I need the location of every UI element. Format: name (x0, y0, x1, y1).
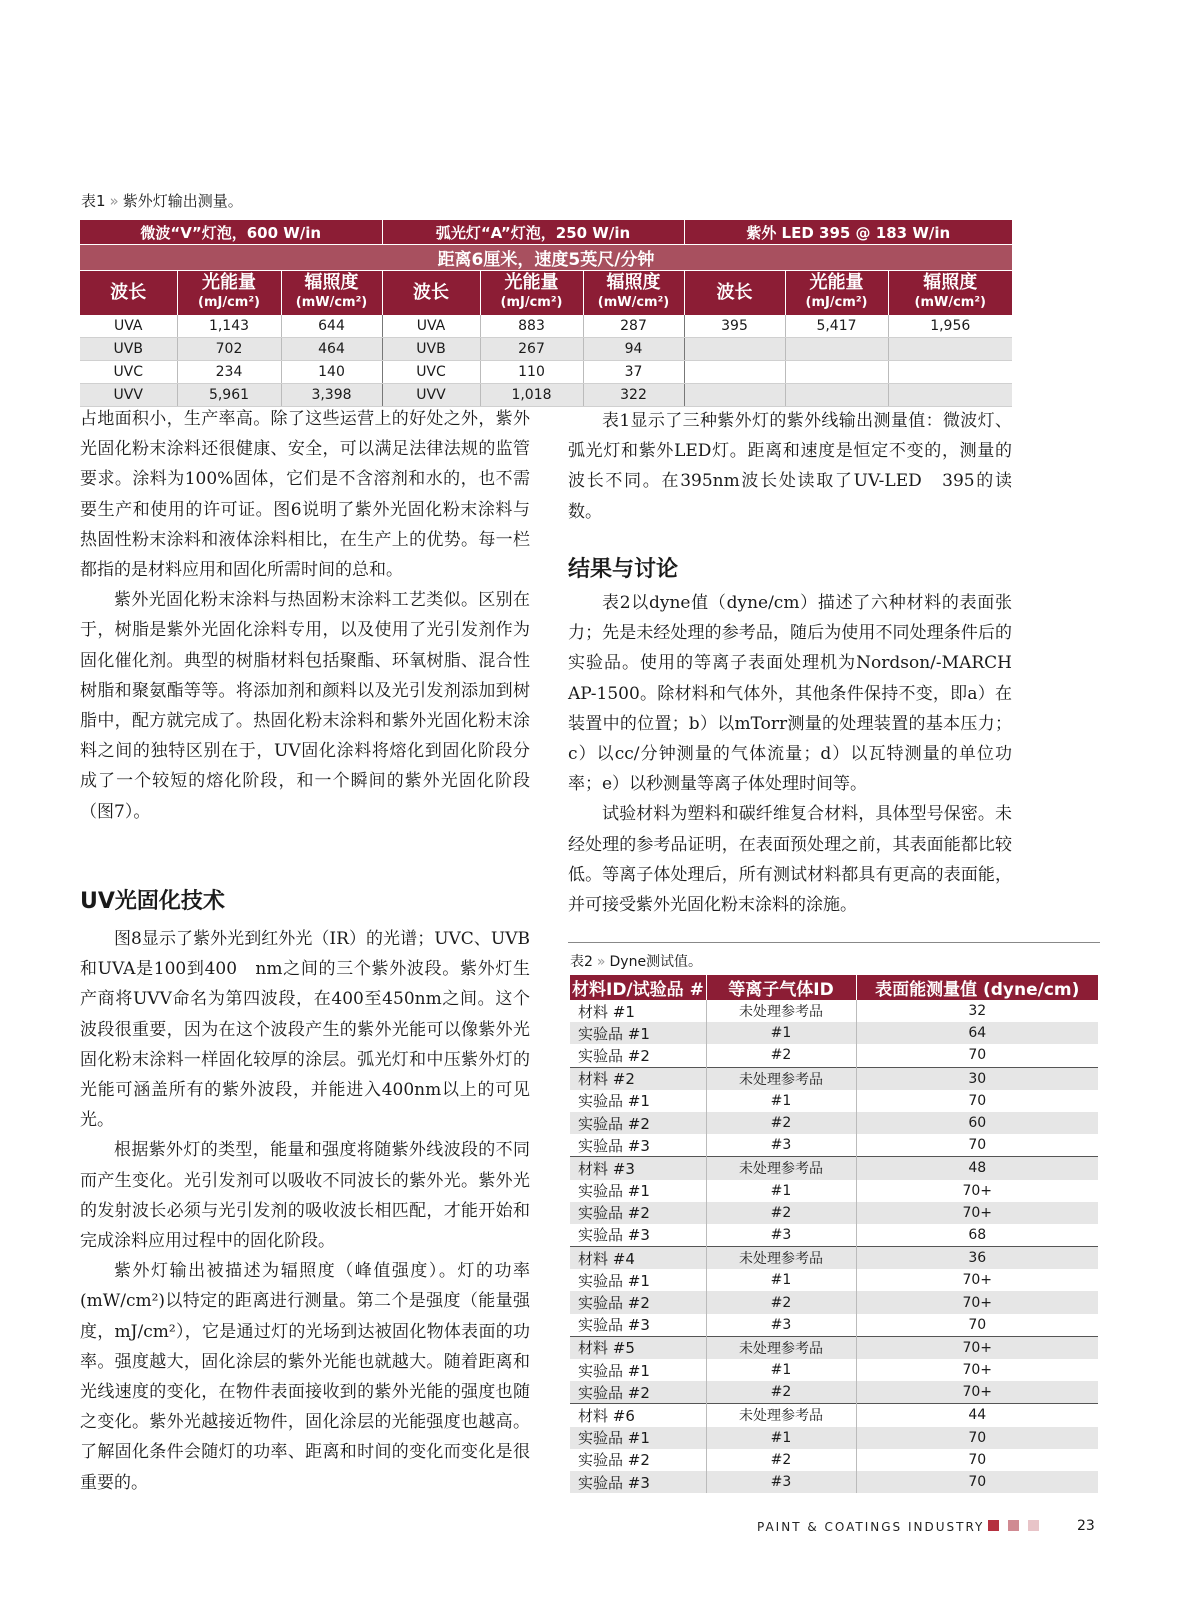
paragraph: 表2以dyne值（dyne/cm）描述了六种材料的表面张力；先是未经处理的参考品，随后为使用不同处理条件后的实验品。使用的等离子表面处理机为Nordson/-MARCH AP-1500。除材料和气体外，其他条件保持不变，即a）在装置中的位置；b）以mTorr测量的处理装置的基本压力；c）以cc/分钟测量的气体流量；d）以瓦特测量的单位功率；e）以秒测量等离子体处理时间等。 (568, 593, 1029, 795)
table-cell: #1 (706, 1180, 856, 1202)
table-cell: #1 (706, 1359, 856, 1381)
right-column-top (568, 406, 1012, 527)
table-cell: 材料 #2 (570, 1067, 706, 1090)
col-irradiance: 辐照度 (mW/cm²) (281, 271, 382, 316)
table-row (570, 1314, 1098, 1337)
table-row (570, 1291, 1098, 1313)
table-row (80, 338, 1012, 361)
dyne-test-table (570, 975, 1098, 1493)
table-cell: 实验品 #1 (578, 1361, 650, 1380)
table-cell: 36 (856, 1247, 1098, 1270)
paragraph: 紫外光固化粉末涂料与热固粉末涂料工艺类似。区别在于，树脂是紫外光固化涂料专用，以及使用了光引发剂作为固化催化剂。典型的树脂材料包括聚酯、环氧树脂、混合性树脂和聚氨酯等等。将添加剂和颜料以及光引发剂添加到树脂中，配方就完成了。热固化粉末涂料和紫外光固化粉末涂料之间的独特区别在于，UV固化涂料将熔化到固化阶段分成了一个较短的熔化阶段，和一个瞬间的紫外光固化阶段（图7）。 (80, 590, 530, 822)
table-row (80, 315, 1012, 338)
table-cell: 70 (856, 1044, 1098, 1067)
table-row (570, 1180, 1098, 1202)
table-cell: 234 (177, 361, 281, 384)
table-cell: 材料 #4 (570, 1247, 706, 1270)
table-cell: UVB (382, 338, 480, 361)
table-cell: #3 (706, 1224, 856, 1247)
col-energy: 光能量 (mJ/cm²) (480, 271, 583, 316)
table-cell: UVA (80, 315, 177, 338)
table-cell: 110 (480, 361, 583, 384)
table1-title: 紫外灯输出测量。 (122, 192, 243, 210)
table-cell: 30 (856, 1067, 1098, 1090)
table-cell: 70 (856, 1471, 1098, 1493)
table-cell: 材料 #3 (570, 1157, 706, 1180)
table-cell: 70 (856, 1449, 1098, 1471)
table-cell: #1 (706, 1022, 856, 1044)
table-cell: 322 (583, 384, 684, 407)
table-cell: 70 (856, 1314, 1098, 1337)
table-cell: #2 (706, 1112, 856, 1134)
table-cell: 实验品 #3 (578, 1226, 650, 1245)
table-cell: 70+ (856, 1291, 1098, 1313)
col-material-id: 材料ID/试验品 # (570, 975, 706, 1000)
table-row (570, 1202, 1098, 1224)
table-cell: #3 (706, 1314, 856, 1337)
table-row (80, 361, 1012, 384)
table-cell: 1,956 (888, 315, 1012, 338)
table-cell: 实验品 #2 (570, 1202, 706, 1224)
paragraph: 试验材料为塑料和碳纤维复合材料，具体型号保密。未经处理的参考品证明，在表面预处理之前，其表面能都比较低。等离子体处理后，所有测试材料都具有更高的表面能，并可接受紫外光固化粉末涂料的涂施。 (568, 804, 1012, 916)
condition-label: 距离6厘米，速度5英尺/分钟 (80, 245, 1012, 271)
table-cell: 94 (583, 338, 684, 361)
paragraph: 紫外灯输出被描述为辐照度（峰值强度）。灯的功率(mW/cm²)以特定的距离进行测量。第二个是强度（能量强度，mJ/cm²），它是通过灯的光场到达被固化物体表面的功率。强度越大，固化涂层的紫外光能也就越大。随着距离和光线速度的变化，在物件表面接收到的紫外光能的强度也随之变化。紫外光越接近物件，固化涂层的光能强度也越高。了解固化条件会随灯的功率、距离和时间的变化而变化是很重要的。 (80, 1261, 530, 1493)
table-cell: #1 (706, 1090, 856, 1112)
table2-caption (570, 951, 702, 971)
table-cell: #2 (706, 1044, 856, 1067)
col-energy: 光能量 (mJ/cm²) (177, 271, 281, 316)
table-row (570, 1404, 1098, 1427)
table-cell (785, 338, 888, 361)
table-cell: 5,961 (177, 384, 281, 407)
table-row (570, 1224, 1098, 1247)
table-cell: 实验品 #1 (578, 1182, 650, 1201)
col-surface-energy: 表面能测量值 (dyne/cm) (856, 975, 1098, 1000)
table-row (570, 1134, 1098, 1157)
table-cell (684, 338, 785, 361)
table-cell: 395 (684, 315, 785, 338)
paragraph: 占地面积小，生产率高。除了这些运营上的好处之外，紫外光固化粉末涂料还很健康、安全，可以满足法律法规的监管要求。涂料为100%固体，它们是不含溶剂和水的，也不需要生产和使用的许可证。图6说明了紫外光固化粉末涂料与热固性粉末涂料和液体涂料相比，在生产上的优势。每一栏都指的是材料应用和固化所需时间的总和。 (80, 409, 530, 581)
table-cell (785, 361, 888, 384)
table-cell: UVA (382, 315, 480, 338)
col-irradiance: 辐照度 (mW/cm²) (888, 271, 1012, 316)
table2-top-rule (568, 942, 1100, 943)
table1-caption (81, 190, 243, 211)
table-cell: 实验品 #3 (578, 1316, 650, 1335)
table-cell: 未处理参考品 (706, 1404, 856, 1427)
table2-header-row (570, 975, 1098, 1000)
table-cell: 464 (281, 338, 382, 361)
col-plasma-gas: 等离子气体ID (706, 975, 856, 1000)
table-cell: 702 (177, 338, 281, 361)
table-cell: #3 (706, 1134, 856, 1157)
table-cell: 70+ (856, 1336, 1098, 1359)
table-row (570, 1044, 1098, 1067)
table-cell: #1 (706, 1427, 856, 1449)
table-cell (684, 361, 785, 384)
lamp-output-table (80, 220, 1012, 407)
table-cell: 材料 #6 (570, 1404, 706, 1427)
decor-square (1008, 1520, 1019, 1531)
table-cell: 48 (856, 1157, 1098, 1180)
caption-separator: » (596, 954, 606, 970)
table-cell (888, 384, 1012, 407)
table-row (570, 1022, 1098, 1044)
group-microwave: 微波“V”灯泡，600 W/in (80, 220, 382, 245)
table-cell: 5,417 (785, 315, 888, 338)
table-cell: UVV (80, 384, 177, 407)
left-column-top (80, 404, 530, 827)
table-cell: 287 (583, 315, 684, 338)
table-cell: 未处理参考品 (706, 1067, 856, 1090)
table-cell: 64 (856, 1022, 1098, 1044)
table-cell: 未处理参考品 (706, 1000, 856, 1022)
table-cell: 60 (856, 1112, 1098, 1134)
table-cell: 44 (856, 1404, 1098, 1427)
table1-group-header (80, 220, 1012, 245)
section-heading-results: 结果与讨论 (568, 557, 679, 582)
table-row (570, 1157, 1098, 1180)
table-cell: 实验品 #3 (570, 1471, 706, 1493)
col-wavelength: 波长 (684, 271, 785, 316)
table-cell: 70 (856, 1090, 1098, 1112)
left-column-bottom (80, 924, 530, 1498)
table-cell: 材料 #1 (578, 1002, 635, 1021)
table-row (570, 1112, 1098, 1134)
table-cell: 实验品 #2 (570, 1112, 706, 1134)
table-row (570, 1381, 1098, 1404)
table1-column-header (80, 271, 1012, 316)
table-cell (888, 361, 1012, 384)
table-cell: #2 (706, 1202, 856, 1224)
table-cell: #1 (706, 1269, 856, 1291)
table-cell: UVC (382, 361, 480, 384)
right-column-bottom (568, 588, 1029, 920)
table-cell: 267 (480, 338, 583, 361)
table-cell: 70+ (856, 1359, 1098, 1381)
col-energy: 光能量 (mJ/cm²) (785, 271, 888, 316)
table-cell: #2 (706, 1291, 856, 1313)
table-row (570, 1336, 1098, 1359)
table1-label: 表1 (81, 192, 106, 210)
section-heading-uv-tech: UV光固化技术 (80, 889, 225, 914)
table2-label: 表2 (570, 954, 593, 970)
table-cell (785, 384, 888, 407)
table-cell: 实验品 #2 (578, 1046, 650, 1065)
table-row (570, 1269, 1098, 1291)
table-cell: 材料 #5 (570, 1336, 706, 1359)
table-row (570, 1449, 1098, 1471)
table-cell: 70 (856, 1427, 1098, 1449)
table-cell: 1,143 (177, 315, 281, 338)
table-cell: 70+ (856, 1269, 1098, 1291)
table-cell: 644 (281, 315, 382, 338)
table-row (570, 1427, 1098, 1449)
table-row (570, 1000, 1098, 1022)
paragraph: 根据紫外灯的类型，能量和强度将随紫外线波段的不同而产生变化。光引发剂可以吸收不同波长的紫外光。紫外光的发射波长必须与光引发剂的吸收波长相匹配，才能开始和完成涂料应用过程中的固化阶段。 (80, 1140, 530, 1252)
table-cell: 1,018 (480, 384, 583, 407)
paragraph: 表1显示了三种紫外灯的紫外线输出测量值：微波灯、弧光灯和紫外LED灯。距离和速度是恒定不变的，测量的波长不同。在395nm波长处读取了UV-LED 395的读数。 (568, 411, 1012, 522)
table-row (570, 1247, 1098, 1270)
col-wavelength: 波长 (80, 271, 177, 316)
table-cell: 未处理参考品 (706, 1336, 856, 1359)
table-cell: 实验品 #1 (578, 1092, 650, 1111)
col-irradiance: 辐照度 (mW/cm²) (583, 271, 684, 316)
table-cell: 实验品 #1 (570, 1427, 706, 1449)
table-cell: 140 (281, 361, 382, 384)
table-cell: 实验品 #2 (570, 1381, 706, 1404)
table-cell: #2 (706, 1449, 856, 1471)
table-cell: 实验品 #2 (570, 1291, 706, 1313)
table-cell: 70 (856, 1134, 1098, 1157)
publication-name: PAINT & COATINGS INDUSTRY (757, 1520, 985, 1534)
table-cell (684, 384, 785, 407)
table-cell: 70+ (856, 1381, 1098, 1404)
table-cell: UVV (382, 384, 480, 407)
paragraph: 图8显示了紫外光到红外光（IR）的光谱；UVC、UVB和UVA是100到400 nm之间的三个紫外波段。紫外灯生产商将UVV命名为第四波段，在400至450nm之间。这个波段很重要，因为在这个波段产生的紫外光能可以像紫外光固化粉末涂料一样固化较厚的涂层。弧光灯和中压紫外灯的光能可涵盖所有的紫外波段，并能进入400nm以上的可见光。 (80, 929, 530, 1131)
table-cell: 3,398 (281, 384, 382, 407)
table-row (570, 1359, 1098, 1381)
table-cell: 实验品 #2 (578, 1451, 650, 1470)
table-cell: UVC (80, 361, 177, 384)
table-cell: 70+ (856, 1202, 1098, 1224)
col-wavelength: 波长 (382, 271, 480, 316)
table-cell: 实验品 #1 (570, 1022, 706, 1044)
table2-title: Dyne测试值。 (609, 954, 703, 970)
group-arc: 弧光灯“A”灯泡，250 W/in (382, 220, 684, 245)
table-cell: 未处理参考品 (706, 1157, 856, 1180)
table-cell: 68 (856, 1224, 1098, 1247)
table-row (570, 1090, 1098, 1112)
table-cell: 32 (856, 1000, 1098, 1022)
table-cell: 实验品 #3 (578, 1136, 650, 1155)
decor-square (988, 1520, 999, 1531)
table-cell: 实验品 #1 (578, 1271, 650, 1290)
table-row (570, 1471, 1098, 1493)
caption-separator: » (109, 192, 119, 210)
table-cell: 70+ (856, 1180, 1098, 1202)
table-cell: UVB (80, 338, 177, 361)
table1-condition-row (80, 245, 1012, 271)
table-cell: #3 (706, 1471, 856, 1493)
table-row (570, 1067, 1098, 1090)
page-number: 23 (1077, 1518, 1095, 1534)
table-cell: 883 (480, 315, 583, 338)
group-led: 紫外 LED 395 @ 183 W/in (684, 220, 1012, 245)
table-cell: #2 (706, 1381, 856, 1404)
table-cell (888, 338, 1012, 361)
decor-square (1028, 1520, 1039, 1531)
table-cell: 未处理参考品 (706, 1247, 856, 1270)
table-cell: 37 (583, 361, 684, 384)
